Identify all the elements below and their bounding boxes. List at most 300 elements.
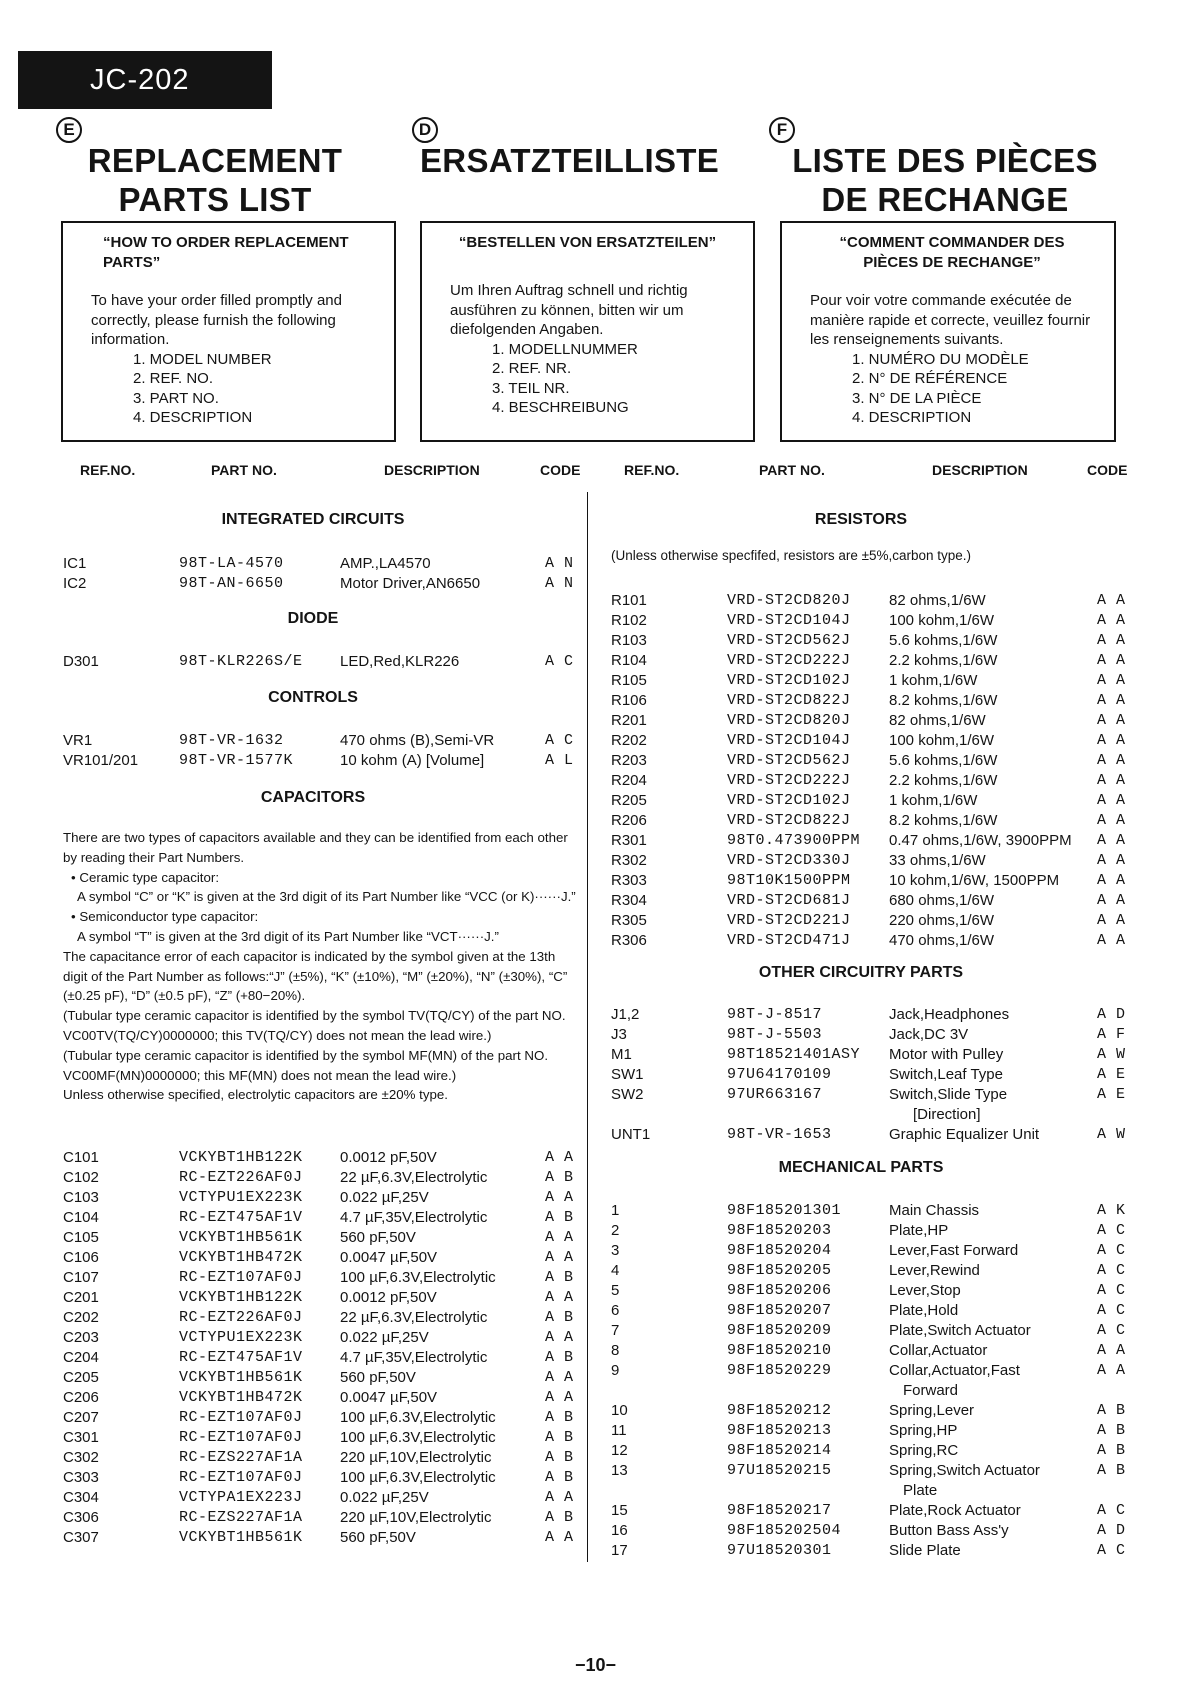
cap-note: A symbol “T” is given at the 3rd digit of its Part Number like “VCT······J.” [77, 928, 499, 944]
description-cell: 100 kohm,1/6W [889, 612, 995, 629]
description-cell: Plate,HP [889, 1222, 949, 1239]
part-no-cell: VCKYBT1HB472K [179, 1389, 303, 1406]
ref-cell: J1,2 [611, 1006, 640, 1023]
description-cell: 2.2 kohms,1/6W [889, 652, 998, 669]
howto-item: 2. N° DE RÉFÉRENCE [852, 370, 1008, 387]
ref-cell: SW1 [611, 1066, 644, 1083]
ref-cell: 3 [611, 1242, 620, 1259]
lang-letter-de: D [412, 117, 438, 143]
title-de: ERSATZTEILLISTE [420, 142, 720, 179]
ref-cell: 9 [611, 1362, 620, 1379]
howto-heading-de: “BESTELLEN VON ERSATZTEILEN” [458, 234, 717, 251]
ref-cell: 16 [611, 1522, 628, 1539]
lang-letter-fr: F [769, 117, 795, 143]
description-cell: 10 kohm,1/6W, 1500PPM [889, 872, 1060, 889]
description-cell: 82 ohms,1/6W [889, 712, 986, 729]
ref-cell: R206 [611, 812, 647, 829]
part-no-cell: RC-EZT107AF0J [179, 1409, 303, 1426]
ref-cell: R106 [611, 692, 647, 709]
col-part-right: PART NO. [759, 462, 825, 478]
description-cell: 82 ohms,1/6W [889, 592, 986, 609]
col-desc-left: DESCRIPTION [384, 462, 480, 478]
description-cell: AMP.,LA4570 [340, 555, 431, 572]
cap-note: • Semiconductor type capacitor: [71, 909, 259, 925]
ref-cell: C304 [63, 1489, 99, 1506]
code-cell: A A [1097, 1362, 1126, 1379]
code-cell: A C [1097, 1262, 1126, 1279]
howto-item: 3. TEIL NR. [492, 379, 570, 397]
part-no-cell: 98T-LA-4570 [179, 555, 284, 572]
ref-cell: C302 [63, 1449, 99, 1466]
part-no-cell: VRD-ST2CD562J [727, 752, 851, 769]
ref-cell: 17 [611, 1542, 628, 1559]
code-cell: A A [545, 1369, 574, 1386]
code-cell: A D [1097, 1006, 1126, 1023]
howto-text-de: Um Ihren Auftrag schnell und richtig ausführen zu können, bitten wir um diefolgenden Angaben. [450, 282, 688, 338]
description-cell: Lever,Fast Forward [889, 1242, 1019, 1259]
code-cell: A A [545, 1229, 574, 1246]
part-no-cell: 98F18520206 [727, 1282, 832, 1299]
part-no-cell: RC-EZT475AF1V [179, 1349, 303, 1366]
code-cell: A B [545, 1449, 574, 1466]
description-cell: 470 ohms (B),Semi-VR [340, 732, 495, 749]
part-no-cell: RC-EZS227AF1A [179, 1509, 303, 1526]
code-cell: A B [545, 1169, 574, 1186]
code-cell: A B [1097, 1462, 1126, 1479]
part-no-cell: VCTYPA1EX223J [179, 1489, 303, 1506]
ref-cell: C203 [63, 1329, 99, 1346]
part-no-cell: VCKYBT1HB561K [179, 1369, 303, 1386]
ref-cell: 1 [611, 1202, 620, 1219]
description-cell: 2.2 kohms,1/6W [889, 772, 998, 789]
cap-note: • Ceramic type capacitor: [71, 869, 220, 885]
part-no-cell: VCKYBT1HB561K [179, 1529, 303, 1546]
ref-cell: R306 [611, 932, 647, 949]
code-cell: A A [1097, 892, 1126, 909]
part-no-cell: RC-EZT226AF0J [179, 1169, 303, 1186]
ref-cell: C202 [63, 1309, 99, 1326]
part-no-cell: VRD-ST2CD221J [727, 912, 851, 929]
title-fr: LISTE DES PIÈCES DE RECHANGE [792, 142, 1098, 218]
code-cell: A A [1097, 912, 1126, 929]
code-cell: A C [1097, 1242, 1126, 1259]
code-cell: A A [545, 1149, 574, 1166]
description-continued: Plate [903, 1482, 938, 1499]
description-cell: Switch,Leaf Type [889, 1066, 1003, 1083]
part-no-cell: RC-EZS227AF1A [179, 1449, 303, 1466]
description-cell: 560 pF,50V [340, 1369, 416, 1386]
description-cell: 22 µF,6.3V,Electrolytic [340, 1169, 488, 1186]
part-no-cell: 98T-AN-6650 [179, 575, 284, 592]
ref-cell: R102 [611, 612, 647, 629]
ref-cell: C303 [63, 1469, 99, 1486]
part-no-cell: VCTYPU1EX223K [179, 1189, 303, 1206]
part-no-cell: VRD-ST2CD102J [727, 672, 851, 689]
ref-cell: R101 [611, 592, 647, 609]
howto-item: 1. NUMÉRO DU MODÈLE [852, 350, 1029, 368]
section-mechanical: MECHANICAL PARTS [778, 1159, 944, 1176]
code-cell: A A [545, 1289, 574, 1306]
part-no-cell: 98F18520213 [727, 1422, 832, 1439]
part-no-cell: VRD-ST2CD822J [727, 692, 851, 709]
ref-cell: R302 [611, 852, 647, 869]
ref-cell: VR101/201 [63, 752, 139, 769]
description-continued: Forward [903, 1382, 959, 1399]
part-no-cell: 98T-J-8517 [727, 1006, 823, 1023]
section-controls: CONTROLS [268, 689, 358, 706]
description-cell: Plate,Switch Actuator [889, 1322, 1031, 1339]
part-no-cell: VCKYBT1HB561K [179, 1229, 303, 1246]
description-cell: 220 µF,10V,Electrolytic [340, 1449, 492, 1466]
description-cell: 0.0047 µF,50V [340, 1389, 438, 1406]
code-cell: A W [1097, 1126, 1126, 1143]
part-no-cell: 98F18520217 [727, 1502, 832, 1519]
ref-cell: 13 [611, 1462, 628, 1479]
part-no-cell: VRD-ST2CD104J [727, 612, 851, 629]
ref-cell: C101 [63, 1149, 99, 1166]
ref-cell: C103 [63, 1189, 99, 1206]
part-no-cell: 98F18520210 [727, 1342, 832, 1359]
description-cell: Lever,Rewind [889, 1262, 980, 1279]
ref-cell: IC2 [63, 575, 87, 592]
cap-note: A symbol “C” or “K” is given at the 3rd digit of its Part Number like “VCC (or K)······J.” [77, 889, 576, 905]
code-cell: A A [545, 1529, 574, 1546]
description-cell: 100 µF,6.3V,Electrolytic [340, 1409, 496, 1426]
ref-cell: R301 [611, 832, 647, 849]
ref-cell: 6 [611, 1302, 620, 1319]
cap-note: Unless otherwise specified, electrolytic capacitors are ±20% type. [63, 1087, 448, 1103]
code-cell: A A [1097, 712, 1126, 729]
howto-item: 3. PART NO. [133, 389, 219, 407]
code-cell: A B [545, 1269, 574, 1286]
model-label: JC-202 [18, 51, 272, 109]
ref-cell: C105 [63, 1229, 99, 1246]
part-no-cell: 98F18520205 [727, 1262, 832, 1279]
code-cell: A A [1097, 772, 1126, 789]
ref-cell: C107 [63, 1269, 99, 1286]
part-no-cell: 97U18520215 [727, 1462, 832, 1479]
part-no-cell: VRD-ST2CD330J [727, 852, 851, 869]
part-no-cell: 98F185202504 [727, 1522, 842, 1539]
ref-cell: C204 [63, 1349, 99, 1366]
howto-item: 3. N° DE LA PIÈCE [852, 389, 982, 407]
howto-box-en [61, 221, 396, 442]
part-no-cell: 98F18520214 [727, 1442, 832, 1459]
ref-cell: C206 [63, 1389, 99, 1406]
code-cell: A A [1097, 632, 1126, 649]
ref-cell: C106 [63, 1249, 99, 1266]
description-cell: 680 ohms,1/6W [889, 892, 995, 909]
code-cell: A A [1097, 852, 1126, 869]
code-cell: A A [545, 1489, 574, 1506]
resistor-note: (Unless otherwise specfifed, resistors are ±5%,carbon type.) [611, 548, 972, 563]
description-cell: Plate,Hold [889, 1302, 959, 1319]
code-cell: A A [545, 1249, 574, 1266]
howto-list-de [492, 340, 735, 418]
part-no-cell: VCKYBT1HB122K [179, 1149, 303, 1166]
code-cell: A A [1097, 932, 1126, 949]
part-no-cell: 98F185201301 [727, 1202, 842, 1219]
code-cell: A A [545, 1329, 574, 1346]
col-desc-right: DESCRIPTION [932, 462, 1028, 478]
code-cell: A A [1097, 792, 1126, 809]
lang-letter-en: E [56, 117, 82, 143]
column-divider [587, 492, 588, 1562]
ref-cell: 11 [611, 1422, 627, 1439]
part-no-cell: VRD-ST2CD822J [727, 812, 851, 829]
part-no-cell: VRD-ST2CD820J [727, 712, 851, 729]
description-cell: 0.0012 pF,50V [340, 1149, 437, 1166]
code-cell: A C [1097, 1222, 1126, 1239]
code-cell: A A [1097, 692, 1126, 709]
howto-item: 1. MODEL NUMBER [133, 350, 272, 368]
part-no-cell: VRD-ST2CD222J [727, 652, 851, 669]
code-cell: A B [1097, 1402, 1126, 1419]
howto-heading-en: “HOW TO ORDER REPLACEMENT PARTS” [103, 234, 349, 271]
code-cell: A A [1097, 812, 1126, 829]
part-no-cell: 98F18520207 [727, 1302, 832, 1319]
ref-cell: C102 [63, 1169, 99, 1186]
ref-cell: 12 [611, 1442, 628, 1459]
ref-cell: R205 [611, 792, 647, 809]
description-cell: 560 pF,50V [340, 1529, 416, 1546]
howto-list-fr [852, 350, 1100, 428]
ref-cell: C104 [63, 1209, 99, 1226]
ref-cell: R201 [611, 712, 647, 729]
part-no-cell: RC-EZT475AF1V [179, 1209, 303, 1226]
section-ic: INTEGRATED CIRCUITS [221, 511, 405, 528]
description-cell: Collar,Actuator,Fast [889, 1362, 1020, 1379]
part-no-cell: 98F18520209 [727, 1322, 832, 1339]
code-cell: A B [545, 1429, 574, 1446]
ref-cell: UNT1 [611, 1126, 651, 1143]
code-cell: A B [545, 1469, 574, 1486]
col-code-left: CODE [540, 462, 581, 478]
code-cell: A C [1097, 1502, 1126, 1519]
description-cell: Spring,HP [889, 1422, 958, 1439]
ref-cell: IC1 [63, 555, 87, 572]
part-no-cell: 98T18521401ASY [727, 1046, 861, 1063]
description-cell: 100 µF,6.3V,Electrolytic [340, 1269, 496, 1286]
description-cell: 0.0047 µF,50V [340, 1249, 438, 1266]
description-cell: Lever,Stop [889, 1282, 961, 1299]
howto-item: 4. DESCRIPTION [133, 409, 253, 426]
code-cell: A B [1097, 1442, 1126, 1459]
code-cell: A F [1097, 1026, 1126, 1043]
description-cell: 1 kohm,1/6W [889, 792, 978, 809]
part-no-cell: 97U64170109 [727, 1066, 832, 1083]
code-cell: A E [1097, 1066, 1126, 1083]
part-no-cell: 98T0.473900PPM [727, 832, 861, 849]
code-cell: A C [1097, 1322, 1126, 1339]
description-cell: LED,Red,KLR226 [340, 653, 460, 670]
howto-text-fr: Pour voir votre commande exécutée de manière rapide et correcte, veuillez fournir les renseignements suivants. [810, 292, 1091, 348]
ref-cell: R204 [611, 772, 647, 789]
description-cell: Slide Plate [889, 1542, 961, 1559]
code-cell: A N [545, 575, 574, 592]
ref-cell: 7 [611, 1322, 620, 1339]
ref-cell: 2 [611, 1222, 620, 1239]
part-no-cell: RC-EZT107AF0J [179, 1269, 303, 1286]
part-no-cell: VRD-ST2CD562J [727, 632, 851, 649]
description-cell: 10 kohm (A) [Volume] [340, 752, 485, 769]
code-cell: A A [1097, 872, 1126, 889]
description-cell: 5.6 kohms,1/6W [889, 632, 998, 649]
description-cell: 220 ohms,1/6W [889, 912, 995, 929]
description-cell: Spring,Lever [889, 1402, 975, 1419]
howto-heading-fr: “COMMENT COMMANDER DES PIÈCES DE RECHANGE” [839, 234, 1065, 271]
code-cell: A B [545, 1309, 574, 1326]
ref-cell: VR1 [63, 732, 93, 749]
description-cell: 0.022 µF,25V [340, 1329, 429, 1346]
code-cell: A A [1097, 672, 1126, 689]
howto-box-de [420, 221, 755, 442]
col-ref-left: REF.NO. [80, 462, 136, 478]
col-part-left: PART NO. [211, 462, 277, 478]
description-cell: 22 µF,6.3V,Electrolytic [340, 1309, 488, 1326]
description-cell: 0.0012 pF,50V [340, 1289, 437, 1306]
description-cell: Main Chassis [889, 1202, 980, 1219]
code-cell: A W [1097, 1046, 1126, 1063]
description-cell: Collar,Actuator [889, 1342, 988, 1359]
cap-note: The capacitance error of each capacitor is indicated by the symbol given at the 13th digit of the Part Number as follows:“J” (±5%), “K” (±10%), “M” (±20%), “N” (±30%), “C” (±0.25 pF), “D” (±0.5 pF), “Z” (+80−20%). [63, 948, 568, 1004]
part-no-cell: VCTYPU1EX223K [179, 1329, 303, 1346]
part-no-cell: VRD-ST2CD820J [727, 592, 851, 609]
part-no-cell: VRD-ST2CD681J [727, 892, 851, 909]
code-cell: A A [1097, 832, 1126, 849]
howto-item: 4. BESCHREIBUNG [492, 399, 629, 416]
title-en: REPLACEMENT PARTS LIST [87, 142, 343, 218]
ref-cell: C301 [63, 1429, 99, 1446]
description-cell: Button Bass Ass'y [889, 1522, 1009, 1539]
part-no-cell: VRD-ST2CD471J [727, 932, 851, 949]
description-cell: 8.2 kohms,1/6W [889, 692, 998, 709]
section-other: OTHER CIRCUITRY PARTS [758, 964, 964, 981]
description-cell: 0.022 µF,25V [340, 1189, 429, 1206]
code-cell: A K [1097, 1202, 1126, 1219]
part-no-cell: VRD-ST2CD102J [727, 792, 851, 809]
code-cell: A A [545, 1189, 574, 1206]
ref-cell: 4 [611, 1262, 620, 1279]
part-no-cell: 98F18520212 [727, 1402, 832, 1419]
ref-cell: C207 [63, 1409, 99, 1426]
howto-box-fr [780, 221, 1116, 442]
part-no-cell: VRD-ST2CD222J [727, 772, 851, 789]
ref-cell: R105 [611, 672, 647, 689]
howto-text-en: To have your order filled promptly and correctly, please furnish the following information. [91, 292, 342, 348]
description-cell: Spring,RC [889, 1442, 959, 1459]
code-cell: A L [545, 752, 574, 769]
ref-cell: C306 [63, 1509, 99, 1526]
ref-cell: C201 [63, 1289, 99, 1306]
howto-item: 2. REF. NR. [492, 360, 572, 377]
code-cell: A A [545, 1389, 574, 1406]
ref-cell: M1 [611, 1046, 632, 1063]
description-cell: 100 µF,6.3V,Electrolytic [340, 1469, 496, 1486]
ref-cell: R303 [611, 872, 647, 889]
description-cell: 1 kohm,1/6W [889, 672, 978, 689]
part-no-cell: RC-EZT107AF0J [179, 1429, 303, 1446]
description-cell: 470 ohms,1/6W [889, 932, 995, 949]
code-cell: A A [1097, 592, 1126, 609]
part-no-cell: VCKYBT1HB122K [179, 1289, 303, 1306]
part-no-cell: 98T-VR-1577K [179, 752, 294, 769]
cap-note: There are two types of capacitors available and they can be identified from each other by reading their Part Numbers. [63, 830, 568, 865]
ref-cell: R304 [611, 892, 647, 909]
description-cell: 4.7 µF,35V,Electrolytic [340, 1349, 488, 1366]
part-no-cell: 98T-VR-1653 [727, 1126, 832, 1143]
howto-item: 4. DESCRIPTION [852, 409, 972, 426]
ref-cell: R104 [611, 652, 647, 669]
description-cell: Motor with Pulley [889, 1046, 1004, 1063]
description-cell: 5.6 kohms,1/6W [889, 752, 998, 769]
code-cell: A C [1097, 1542, 1126, 1559]
code-cell: A C [1097, 1282, 1126, 1299]
description-cell: Spring,Switch Actuator [889, 1462, 1040, 1479]
part-no-cell: 98F18520204 [727, 1242, 832, 1259]
section-resistors: RESISTORS [814, 511, 908, 528]
ref-cell: D301 [63, 653, 99, 670]
part-no-cell: 98T-KLR226S/E [179, 653, 303, 670]
description-cell: 100 kohm,1/6W [889, 732, 995, 749]
col-ref-right: REF.NO. [624, 462, 680, 478]
description-cell: 4.7 µF,35V,Electrolytic [340, 1209, 488, 1226]
ref-cell: R305 [611, 912, 647, 929]
capacitor-notes [63, 828, 581, 1105]
description-cell: 33 ohms,1/6W [889, 852, 986, 869]
code-cell: A A [1097, 752, 1126, 769]
code-cell: A B [1097, 1422, 1126, 1439]
part-no-cell: RC-EZT107AF0J [179, 1469, 303, 1486]
code-cell: A B [545, 1509, 574, 1526]
ref-cell: 15 [611, 1502, 628, 1519]
description-cell: Plate,Rock Actuator [889, 1502, 1021, 1519]
code-cell: A C [545, 732, 574, 749]
description-continued: [Direction] [913, 1106, 981, 1123]
description-cell: 0.022 µF,25V [340, 1489, 429, 1506]
ref-cell: 5 [611, 1282, 620, 1299]
section-capacitors: CAPACITORS [260, 789, 366, 806]
description-cell: 0.47 ohms,1/6W, 3900PPM [889, 832, 1072, 849]
col-code-right: CODE [1087, 462, 1128, 478]
ref-cell: R103 [611, 632, 647, 649]
ref-cell: 8 [611, 1342, 620, 1359]
code-cell: A B [545, 1349, 574, 1366]
howto-item: 2. REF. NO. [133, 370, 214, 387]
part-no-cell: 97U18520301 [727, 1542, 832, 1559]
code-cell: A B [545, 1409, 574, 1426]
part-no-cell: VRD-ST2CD104J [727, 732, 851, 749]
code-cell: A C [545, 653, 574, 670]
ref-cell: J3 [611, 1026, 627, 1043]
section-diode: DIODE [287, 610, 339, 627]
part-no-cell: RC-EZT226AF0J [179, 1309, 303, 1326]
code-cell: A D [1097, 1522, 1126, 1539]
description-cell: 8.2 kohms,1/6W [889, 812, 998, 829]
description-cell: Graphic Equalizer Unit [889, 1126, 1040, 1143]
cap-note: (Tubular type ceramic capacitor is identified by the symbol MF(MN) of the part NO. VC00MF(MN)0000000; this MF(MN) does not mean the lead wire.) [63, 1047, 549, 1083]
description-cell: 100 µF,6.3V,Electrolytic [340, 1429, 496, 1446]
code-cell: A A [1097, 612, 1126, 629]
description-cell: Switch,Slide Type [889, 1086, 1008, 1103]
description-cell: Jack,DC 3V [889, 1026, 969, 1043]
ref-cell: R202 [611, 732, 647, 749]
description-cell: 220 µF,10V,Electrolytic [340, 1509, 492, 1526]
description-cell: Jack,Headphones [889, 1006, 1010, 1023]
code-cell: A B [545, 1209, 574, 1226]
part-no-cell: 98F18520229 [727, 1362, 832, 1379]
description-cell: 560 pF,50V [340, 1229, 416, 1246]
